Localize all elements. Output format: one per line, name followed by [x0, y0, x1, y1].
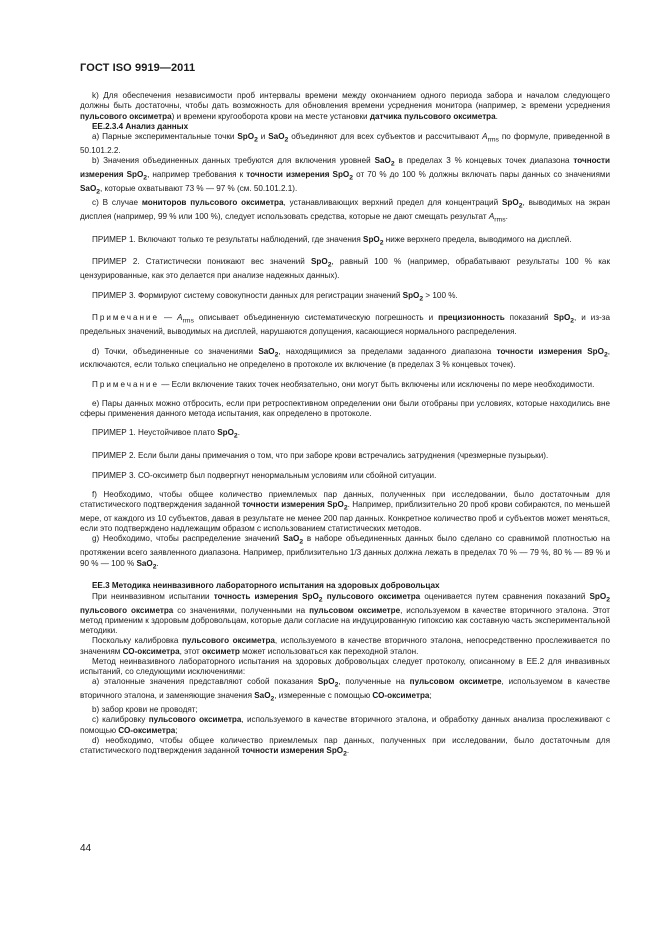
paragraph: Метод неинвазивного лабораторного испытания на здоровых добровольцах следует протоколу, описанному в ЕЕ.2 для инвазивных испытаний, со следующими исключениями:: [80, 656, 610, 676]
paragraph: а) Парные экспериментальные точки SpO$_2$ и SaO$_2$ объединяют для всех субъектов и рассчитывают $A_{rms}$ по формуле, приведенной в 50.101.2.2.: [80, 132, 610, 155]
paragraph: g) Необходимо, чтобы распределение значений SaO$_2$ в наборе объединенных данных было сделано со сравнимой плотностью на протяжении всего заявленного диапазона. Например, приблизительно 1/3 данных должна лежать в пределах 70 % — 79 %, 80 % — 89 % и 90 % — 100 % SaO$_2$.: [80, 534, 610, 571]
paragraph: b) Значения объединенных данных требуются для включения уровней SaO$_2$ в пределах 3 % концевых точек диапазона точности измерения SpO$_2$, например требования к точности измерения SpO$_2$ от 70 % до 100 % должны включать пары данных со значениями SaO$_2$, которые охватывают 73 % — 97 % (см. 50.101.2.1).: [80, 156, 611, 196]
paragraph: b) забор крови не проводят;: [92, 705, 198, 714]
paragraph: ПРИМЕР 1. Неустойчивое плато SpO$_2$.: [92, 428, 240, 440]
paragraph: Примечание — $A_{rms}$ описывает объединенную систематическую погрешность и прецизионность показаний SpO$_2$, и из-за предельных значений, выводимых на дисплей, нарушаются допущения, касающиеся нормального распределения.: [80, 313, 611, 337]
document-body: [80, 91, 610, 760]
section-heading: ЕЕ.2.3.4 Анализ данных: [92, 121, 189, 131]
paragraph: ПРИМЕР 2. Если были даны примечания о том, что при заборе крови встречались затруднения (чрезмерные пузырьки).: [92, 451, 549, 461]
paragraph: При неинвазивном испытании точность измерения SpO$_2$ пульсового оксиметра оценивается путем сравнения показаний SpO$_2$ пульсового оксиметра со значениями, полученными на пульсовом оксиметре, используемом в качестве вторичного эталона. Этот метод применим к здоровым добровольцам, которые дали согласие на индуцированную гипоксию как составную часть экспериментальной методики.: [80, 591, 611, 635]
paragraph: а) эталонные значения представляют собой показания SpO$_2$, полученные на пульсовом оксиметре, используемом в качестве вторичного эталона, и заменяющие значения SaO$_2$, измеренные с помощью СО-оксиметра;: [80, 677, 610, 703]
document-header: ГОСТ ISO 9919—2011: [80, 62, 196, 74]
paragraph: ПРИМЕР 3. СО-оксиметр был подвергнут ненормальным условиям или сбойной ситуации.: [92, 470, 437, 480]
paragraph: ПРИМЕР 2. Статистически понижают вес значений SpO$_2$, равный 100 % (например, обрабатывают результаты 100 % как цензурированные, как это делается при анализе надежных данных).: [80, 257, 611, 281]
paragraph: f) Необходимо, чтобы общее количество приемлемых пар данных, полученных при исследовании, было достаточным для статистического подтверждения заданной точности измерения SpO$_2$. Например, приблизительно 20 проб крови собираются, по меньшей мере, от каждого из 10 субъектов, давая в результате не менее 200 пар данных. Конкретное количество проб и субъектов может меняться, если это подтверждено надлежащим образом с использованием статистических методов.: [80, 489, 610, 534]
page-number: 44: [80, 843, 92, 854]
section-heading: ЕЕ.3 Методика неинвазивного лабораторного испытания на здоровых добровольцах: [92, 581, 440, 591]
paragraph: k) Для обеспечения независимости проб интервалы времени между окончанием одного периода забора и началом следующего должны быть достаточны, чтобы дать возможность для обновления времени усреднения монитора (например, ≥ времени усреднения пульсового оксиметра) и времени кругооборота крови на месте установки датчика пульсового оксиметра.: [80, 91, 610, 121]
paragraph: d) необходимо, чтобы общее количество приемлемых пар данных, полученных при исследовании, было достаточным для статистического подтверждения заданной точности измерения SpO$_2$.: [80, 735, 610, 758]
paragraph: ПРИМЕР 1. Включают только те результаты наблюдений, где значения SpO$_2$ ниже верхнего предела, выводимого на дисплей.: [92, 234, 572, 247]
paragraph: ПРИМЕР 3. Формируют систему совокупности данных для регистрации значений SpO$_2$ > 100 %.: [92, 290, 458, 303]
paragraph: Примечание — Если включение таких точек необязательно, они могут быть включены или исключены по мере необходимости.: [92, 379, 595, 389]
paragraph: е) Пары данных можно отбросить, если при ретроспективном определении они были отобраны при условиях, которые находились вне сферы применения данного метода испытания, как определено в протоколе.: [80, 398, 610, 419]
paragraph: Поскольку калибровка пульсового оксиметра, используемого в качестве вторичного эталона, непосредственно прослеживается по значениям СО-оксиметра, этот оксиметр может использоваться как переходной эталон.: [80, 636, 610, 656]
paragraph: c) калибровку пульсового оксиметра, используемого в качестве вторичного эталона, и обработку данных анализа прослеживают с помощью СО-оксиметра;: [80, 715, 611, 735]
paragraph: d) Точки, объединенные со значениями SaO$_2$, находящимися за пределами заданного диапазона точности измерения SpO$_2$, исключаются, если только специально не определено в протоколе их включение (в пределах 3 % концевых точек).: [80, 346, 610, 370]
paragraph: c) В случае мониторов пульсового оксиметра, устанавливающих верхний предел для концентраций SpO$_2$, выводимых на экран дисплея (например, 99 % или 100 %), следует использовать средства, которые не дают смещать результат $A_{rms}$.: [80, 197, 611, 224]
